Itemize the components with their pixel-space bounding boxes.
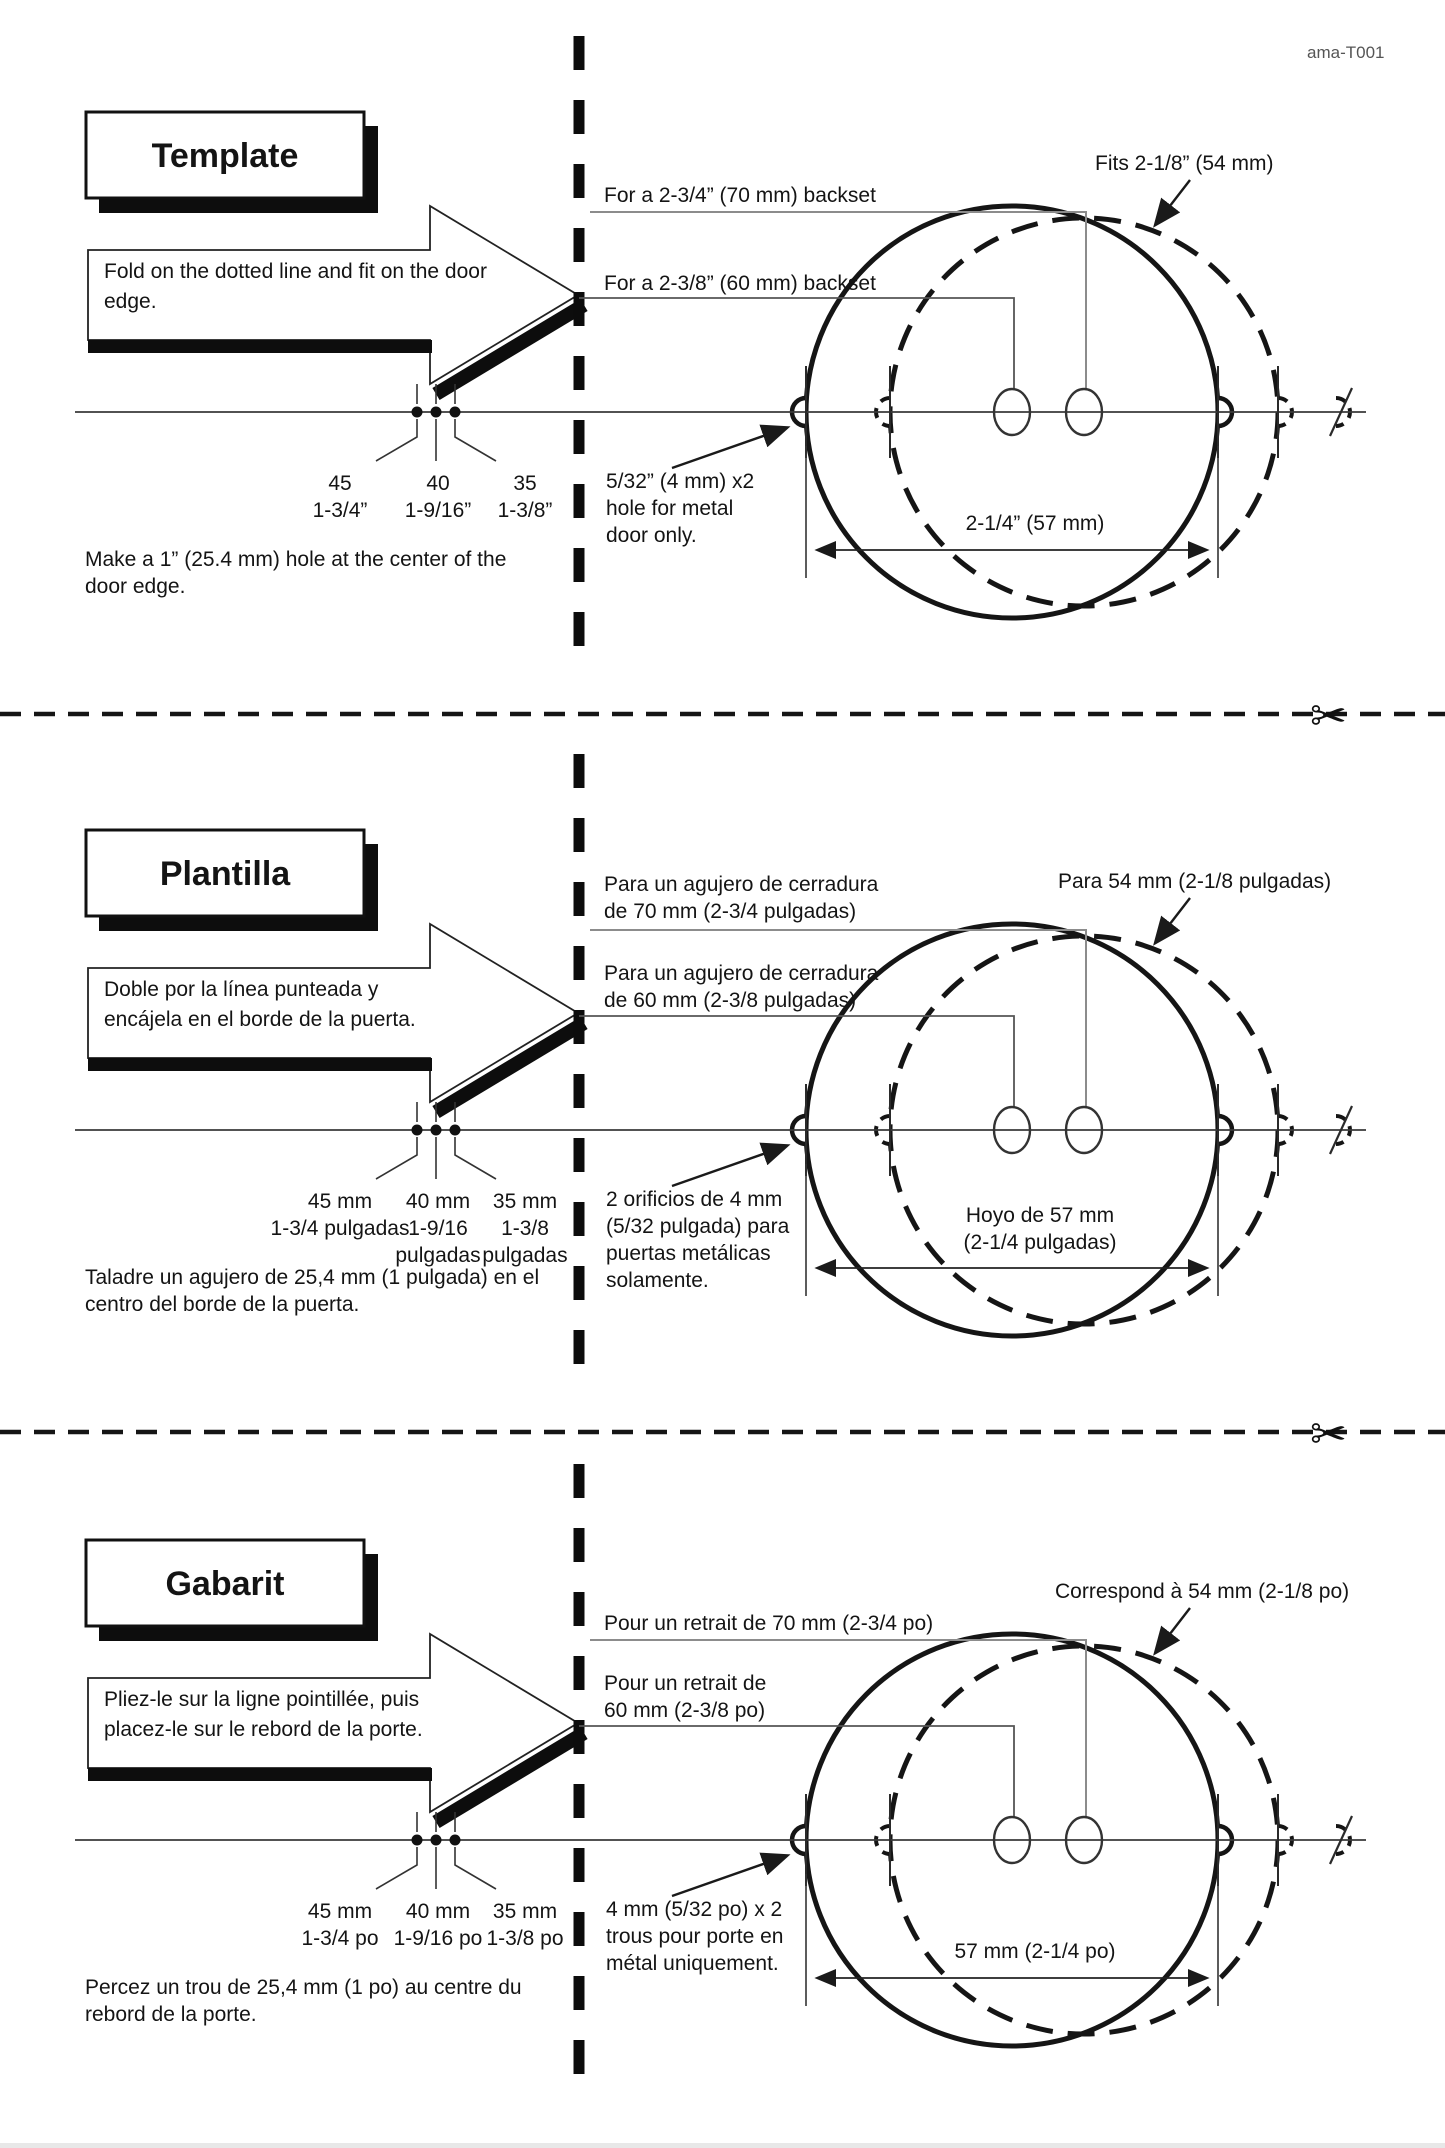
cut-line-2 bbox=[0, 1410, 1445, 1459]
doc-code: ama-T001 bbox=[1307, 43, 1385, 62]
fold-instruction-line: placez-le sur le rebord de la porte. bbox=[104, 1718, 423, 1741]
mark-45-value: 45 bbox=[328, 472, 352, 495]
fold-instruction-line: encájela en el borde de la puerta. bbox=[104, 1008, 416, 1031]
section-gabarit-french bbox=[75, 1464, 1366, 2076]
metal-hole-note-line: métal uniquement. bbox=[606, 1952, 779, 1975]
metal-hole-note-line: (5/32 pulgada) para bbox=[606, 1215, 790, 1238]
section-plantilla-spanish bbox=[75, 754, 1366, 1366]
scissors-icon: ✂ bbox=[1310, 692, 1347, 741]
mark-35-inches: pulgadas bbox=[482, 1244, 568, 1267]
edge-hole-instruction-line: door edge. bbox=[85, 575, 186, 598]
scissors-icon: ✂ bbox=[1310, 1410, 1347, 1459]
fits-54-label: Fits 2-1/8” (54 mm) bbox=[1095, 152, 1274, 175]
mark-40-inches: 1-9/16 po bbox=[393, 1927, 483, 1950]
section-title: Gabarit bbox=[165, 1565, 285, 1603]
diameter-57-label: Hoyo de 57 mm bbox=[965, 1204, 1115, 1227]
fold-instruction-line: Pliez-le sur la ligne pointillée, puis bbox=[104, 1688, 420, 1711]
diameter-57-label: 57 mm (2-1/4 po) bbox=[954, 1940, 1116, 1963]
metal-hole-note-line: hole for metal bbox=[606, 497, 734, 520]
mark-45-inches: 1-3/4 pulgadas bbox=[270, 1217, 410, 1240]
fold-instruction-line: Fold on the dotted line and fit on the door bbox=[104, 260, 487, 283]
mark-35-value: 35 bbox=[513, 472, 537, 495]
mark-40-value: 40 mm bbox=[405, 1900, 471, 1923]
metal-hole-note-line: 5/32” (4 mm) x2 bbox=[606, 470, 755, 493]
metal-hole-note-line: 2 orificios de 4 mm bbox=[606, 1188, 783, 1211]
metal-hole-note-line: solamente. bbox=[606, 1269, 709, 1292]
diameter-57-label: 2-1/4” (57 mm) bbox=[965, 512, 1105, 535]
mark-45-value: 45 mm bbox=[307, 1900, 373, 1923]
backset-70-label: de 70 mm (2-3/4 pulgadas) bbox=[604, 900, 857, 923]
metal-hole-note-line: 4 mm (5/32 po) x 2 bbox=[606, 1898, 783, 1921]
mark-40-value: 40 mm bbox=[405, 1190, 471, 1213]
backset-70-label: Pour un retrait de 70 mm (2-3/4 po) bbox=[604, 1612, 934, 1635]
backset-60-label: For a 2-3/8” (60 mm) backset bbox=[604, 272, 876, 295]
edge-hole-instruction-line: rebord de la porte. bbox=[85, 2003, 257, 2026]
edge-hole-instruction-line: Make a 1” (25.4 mm) hole at the center of the bbox=[85, 548, 507, 571]
mark-35-inches: 1-3/8 po bbox=[486, 1927, 564, 1950]
cut-line-1 bbox=[0, 692, 1445, 741]
mark-45-inches: 1-3/4 po bbox=[301, 1927, 379, 1950]
mark-45-value: 45 mm bbox=[307, 1190, 373, 1213]
mark-45-inches: 1-3/4” bbox=[312, 499, 368, 522]
edge-hole-instruction-line: centro del borde de la puerta. bbox=[85, 1293, 360, 1316]
mark-35-value: 35 mm bbox=[492, 1900, 558, 1923]
backset-60-label: 60 mm (2-3/8 po) bbox=[604, 1699, 766, 1722]
backset-60-label: de 60 mm (2-3/8 pulgadas) bbox=[604, 989, 857, 1012]
section-title: Template bbox=[151, 137, 299, 175]
mark-40-inches: pulgadas bbox=[395, 1244, 481, 1267]
metal-hole-note-line: puertas metálicas bbox=[606, 1242, 771, 1265]
metal-hole-note-line: trous pour porte en bbox=[606, 1925, 784, 1948]
edge-hole-instruction-line: Taladre un agujero de 25,4 mm (1 pulgada) en el bbox=[85, 1266, 540, 1289]
mark-35-value: 35 mm bbox=[492, 1190, 558, 1213]
section-template-english bbox=[75, 36, 1366, 648]
edge-hole-instruction-line: Percez un trou de 25,4 mm (1 po) au centre du bbox=[85, 1976, 522, 1999]
diameter-57-label: (2-1/4 pulgadas) bbox=[963, 1231, 1117, 1254]
backset-60-label: Para un agujero de cerradura bbox=[604, 962, 879, 985]
fits-54-label: Correspond à 54 mm (2-1/8 po) bbox=[1055, 1580, 1350, 1603]
mark-35-inches: 1-3/8 bbox=[501, 1217, 549, 1240]
mark-40-inches: 1-9/16 bbox=[408, 1217, 468, 1240]
backset-60-label: Pour un retrait de bbox=[604, 1672, 767, 1695]
mark-40-inches: 1-9/16” bbox=[404, 499, 472, 522]
metal-hole-note-line: door only. bbox=[606, 524, 697, 547]
mark-40-value: 40 bbox=[426, 472, 450, 495]
fold-instruction-line: edge. bbox=[104, 290, 157, 313]
fold-instruction-line: Doble por la línea punteada y bbox=[104, 978, 379, 1001]
backset-70-label: For a 2-3/4” (70 mm) backset bbox=[604, 184, 876, 207]
fits-54-label: Para 54 mm (2-1/8 pulgadas) bbox=[1058, 870, 1332, 893]
section-title: Plantilla bbox=[159, 855, 291, 893]
backset-70-label: Para un agujero de cerradura bbox=[604, 873, 879, 896]
mark-35-inches: 1-3/8” bbox=[497, 499, 553, 522]
